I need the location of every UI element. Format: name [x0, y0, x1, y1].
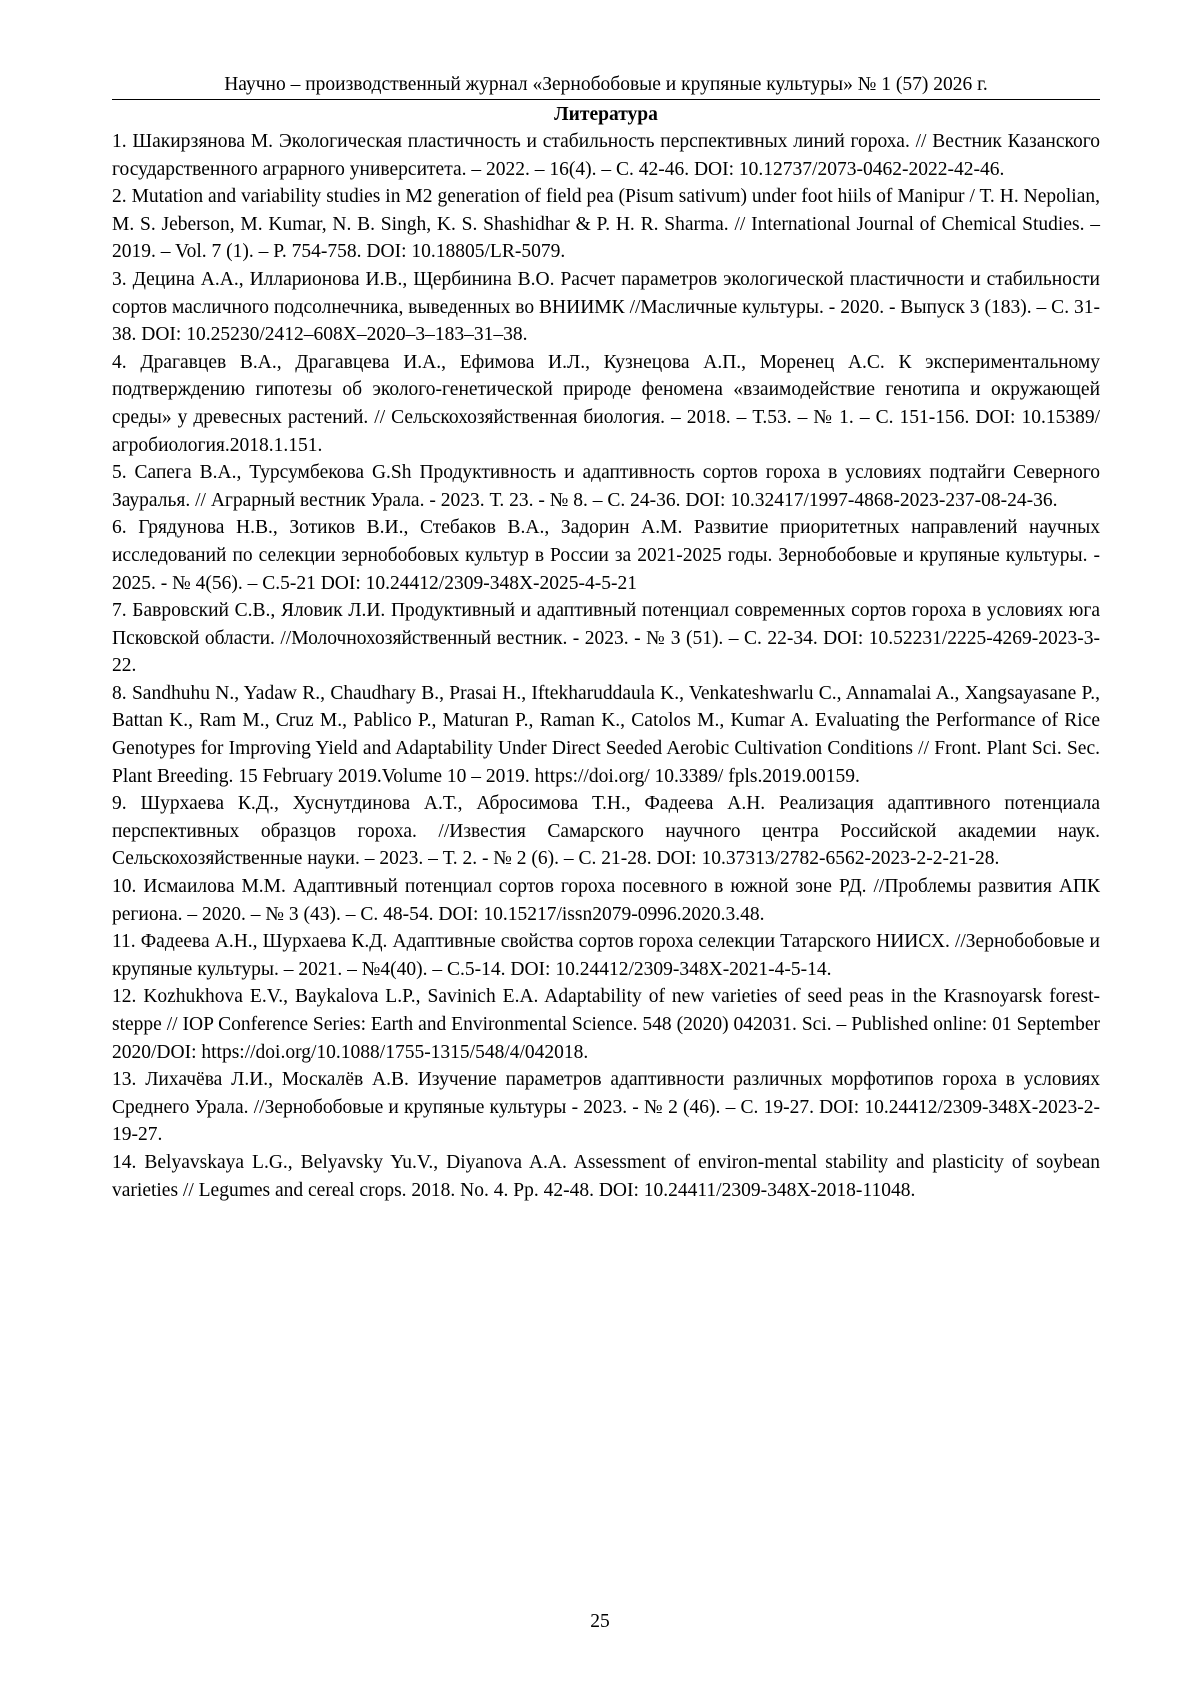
reference-item: 7. Бавровский С.В., Яловик Л.И. Продуктивный и адаптивный потенциал современных сортов гороха в условиях юга Псковской области. //Молочнохозяйственный вестник. - 2023. - № 3 (51). – С. 22-34. DOI: 10.52231/2225-4269-2023-3-22.	[112, 600, 1100, 677]
section-title: Литература	[554, 104, 658, 125]
page-number: 25	[590, 1611, 610, 1632]
reference-item: 3. Децина А.А., Илларионова И.В., Щербинина В.О. Расчет параметров экологической пластичности и стабильности сортов масличного подсолнечника, выведенных во ВНИИМК //Масличные культуры. - 2020. - Выпуск 3 (183). – С. 31-38. DOI: 10.25230/2412–608X–2020–3–183–31–38.	[112, 268, 1100, 346]
reference-item: 2. Mutation and variability studies in M2 generation of field pea (Pisum sativum) under foot hiils of Manipur / T. H. Nepolian, M. S. Jeberson, M. Kumar, N. B. Singh, K. S. Shashidhar & P. H. R. Sharma. // International Journal of Chemical Studies. – 2019. – Vol. 7 (1). – P. 754-758. DOI: 10.18805/LR-5079.	[112, 186, 1100, 263]
reference-item: 9. Шурхаева К.Д., Хуснутдинова А.Т., Абросимова Т.Н., Фадеева А.Н. Реализация адаптивного потенциала перспективных образцов гороха. //Известия Самарского научного центра Российской академии наук. Сельскохозяйственные науки. – 2023. – Т. 2. - № 2 (6). – С. 21-28. DOI: 10.37313/2782-6562-2023-2-2-21-28.	[112, 793, 1100, 870]
reference-item: 13. Лихачёва Л.И., Москалёв А.В. Изучение параметров адаптивности различных морфотипов гороха в условиях Среднего Урала. //Зернобобовые и крупяные культуры - 2023. - № 2 (46). – С. 19-27. DOI: 10.24412/2309-348X-2023-2-19-27.	[112, 1069, 1100, 1146]
reference-item: 11. Фадеева А.Н., Шурхаева К.Д. Адаптивные свойства сортов гороха селекции Татарского НИИСХ. //Зернобобовые и крупяные культуры. – 2021. – №4(40). – С.5-14. DOI: 10.24412/2309-348X-2021-4-5-14.	[112, 931, 1100, 980]
reference-item: 14. Belyavskaya L.G., Belyavsky Yu.V., Diyanova A.A. Assessment of environ-mental stability and plasticity of soybean varieties // Legumes and cereal crops. 2018. No. 4. Pp. 42-48. DOI: 10.24411/2309-348X-2018-11048.	[112, 1151, 1100, 1201]
reference-item: 6. Грядунова Н.В., Зотиков В.И., Стебаков В.А., Задорин А.М. Развитие приоритетных направлений научных исследований по селекции зернобобовых культур в России за 2021-2025 годы. Зернобобовые и крупяные культуры. - 2025. - № 4(56). – С.5-21 DOI: 10.24412/2309-348X-2025-4-5-21	[112, 517, 1100, 594]
running-header: Научно – производственный журнал «Зернобобовые и крупяные культуры» № 1 (57) 2026 г.	[112, 72, 1100, 100]
reference-item: 12. Kozhukhova E.V., Baykalova L.P., Savinich E.A. Adaptability of new varieties of seed peas in the Krasnoyarsk forest-steppe // IOP Conference Series: Earth and Environmental Science. 548 (2020) 042031. Sci. – Published online: 01 September 2020/DOI: https://doi.org/10.1088/1755-1315/548/4/042018.	[112, 986, 1100, 1063]
reference-list	[112, 128, 1100, 1204]
reference-item: 1. Шакирзянова М. Экологическая пластичность и стабильность перспективных линий гороха. // Вестник Казанского государственного аграрного университета. – 2022. – 16(4). – С. 42-46. DOI: 10.12737/2073-0462-2022-42-46.	[112, 131, 1100, 180]
reference-item: 4. Драгавцев В.А., Драгавцева И.А., Ефимова И.Л., Кузнецова А.П., Моренец А.С. К экспериментальному подтверждению гипотезы об эколого-генетической природе феномена «взаимодействие генотипа и окружающей среды» у древесных растений. // Сельскохозяйственная биология. – 2018. – Т.53. – № 1. – С. 151-156. DOI: 10.15389/агробиология.2018.1.151.	[112, 351, 1100, 456]
reference-item: 5. Сапега В.А., Турсумбекова G.Sh Продуктивность и адаптивность сортов гороха в условиях подтайги Северного Зауралья. // Аграрный вестник Урала. - 2023. Т. 23. - № 8. – С. 24-36. DOI: 10.32417/1997-4868-2023-237-08-24-36.	[112, 462, 1100, 511]
page-content	[112, 72, 1100, 1204]
reference-item: 10. Исмаилова М.М. Адаптивный потенциал сортов гороха посевного в южной зоне РД. //Проблемы развития АПК региона. – 2020. – № 3 (43). – С. 48-54. DOI: 10.15217/issn2079-0996.2020.3.48.	[112, 876, 1100, 925]
reference-item: 8. Sandhuhu N., Yadaw R., Chaudhary B., Prasai H., Iftekharuddaula K., Venkateshwarlu C., Annamalai A., Xangsayasane P., Battan K., Ram M., Cruz M., Pablico P., Maturan P., Raman K., Catolos M., Kumar A. Evaluating the Performance of Rice Genotypes for Improving Yield and Adaptability Under Direct Seeded Aerobic Cultivation Conditions // Front. Plant Sci. Sec. Plant Breeding. 15 February 2019.Volume 10 – 2019. https://doi.org/ 10.3389/ fpls.2019.00159.	[112, 682, 1100, 787]
